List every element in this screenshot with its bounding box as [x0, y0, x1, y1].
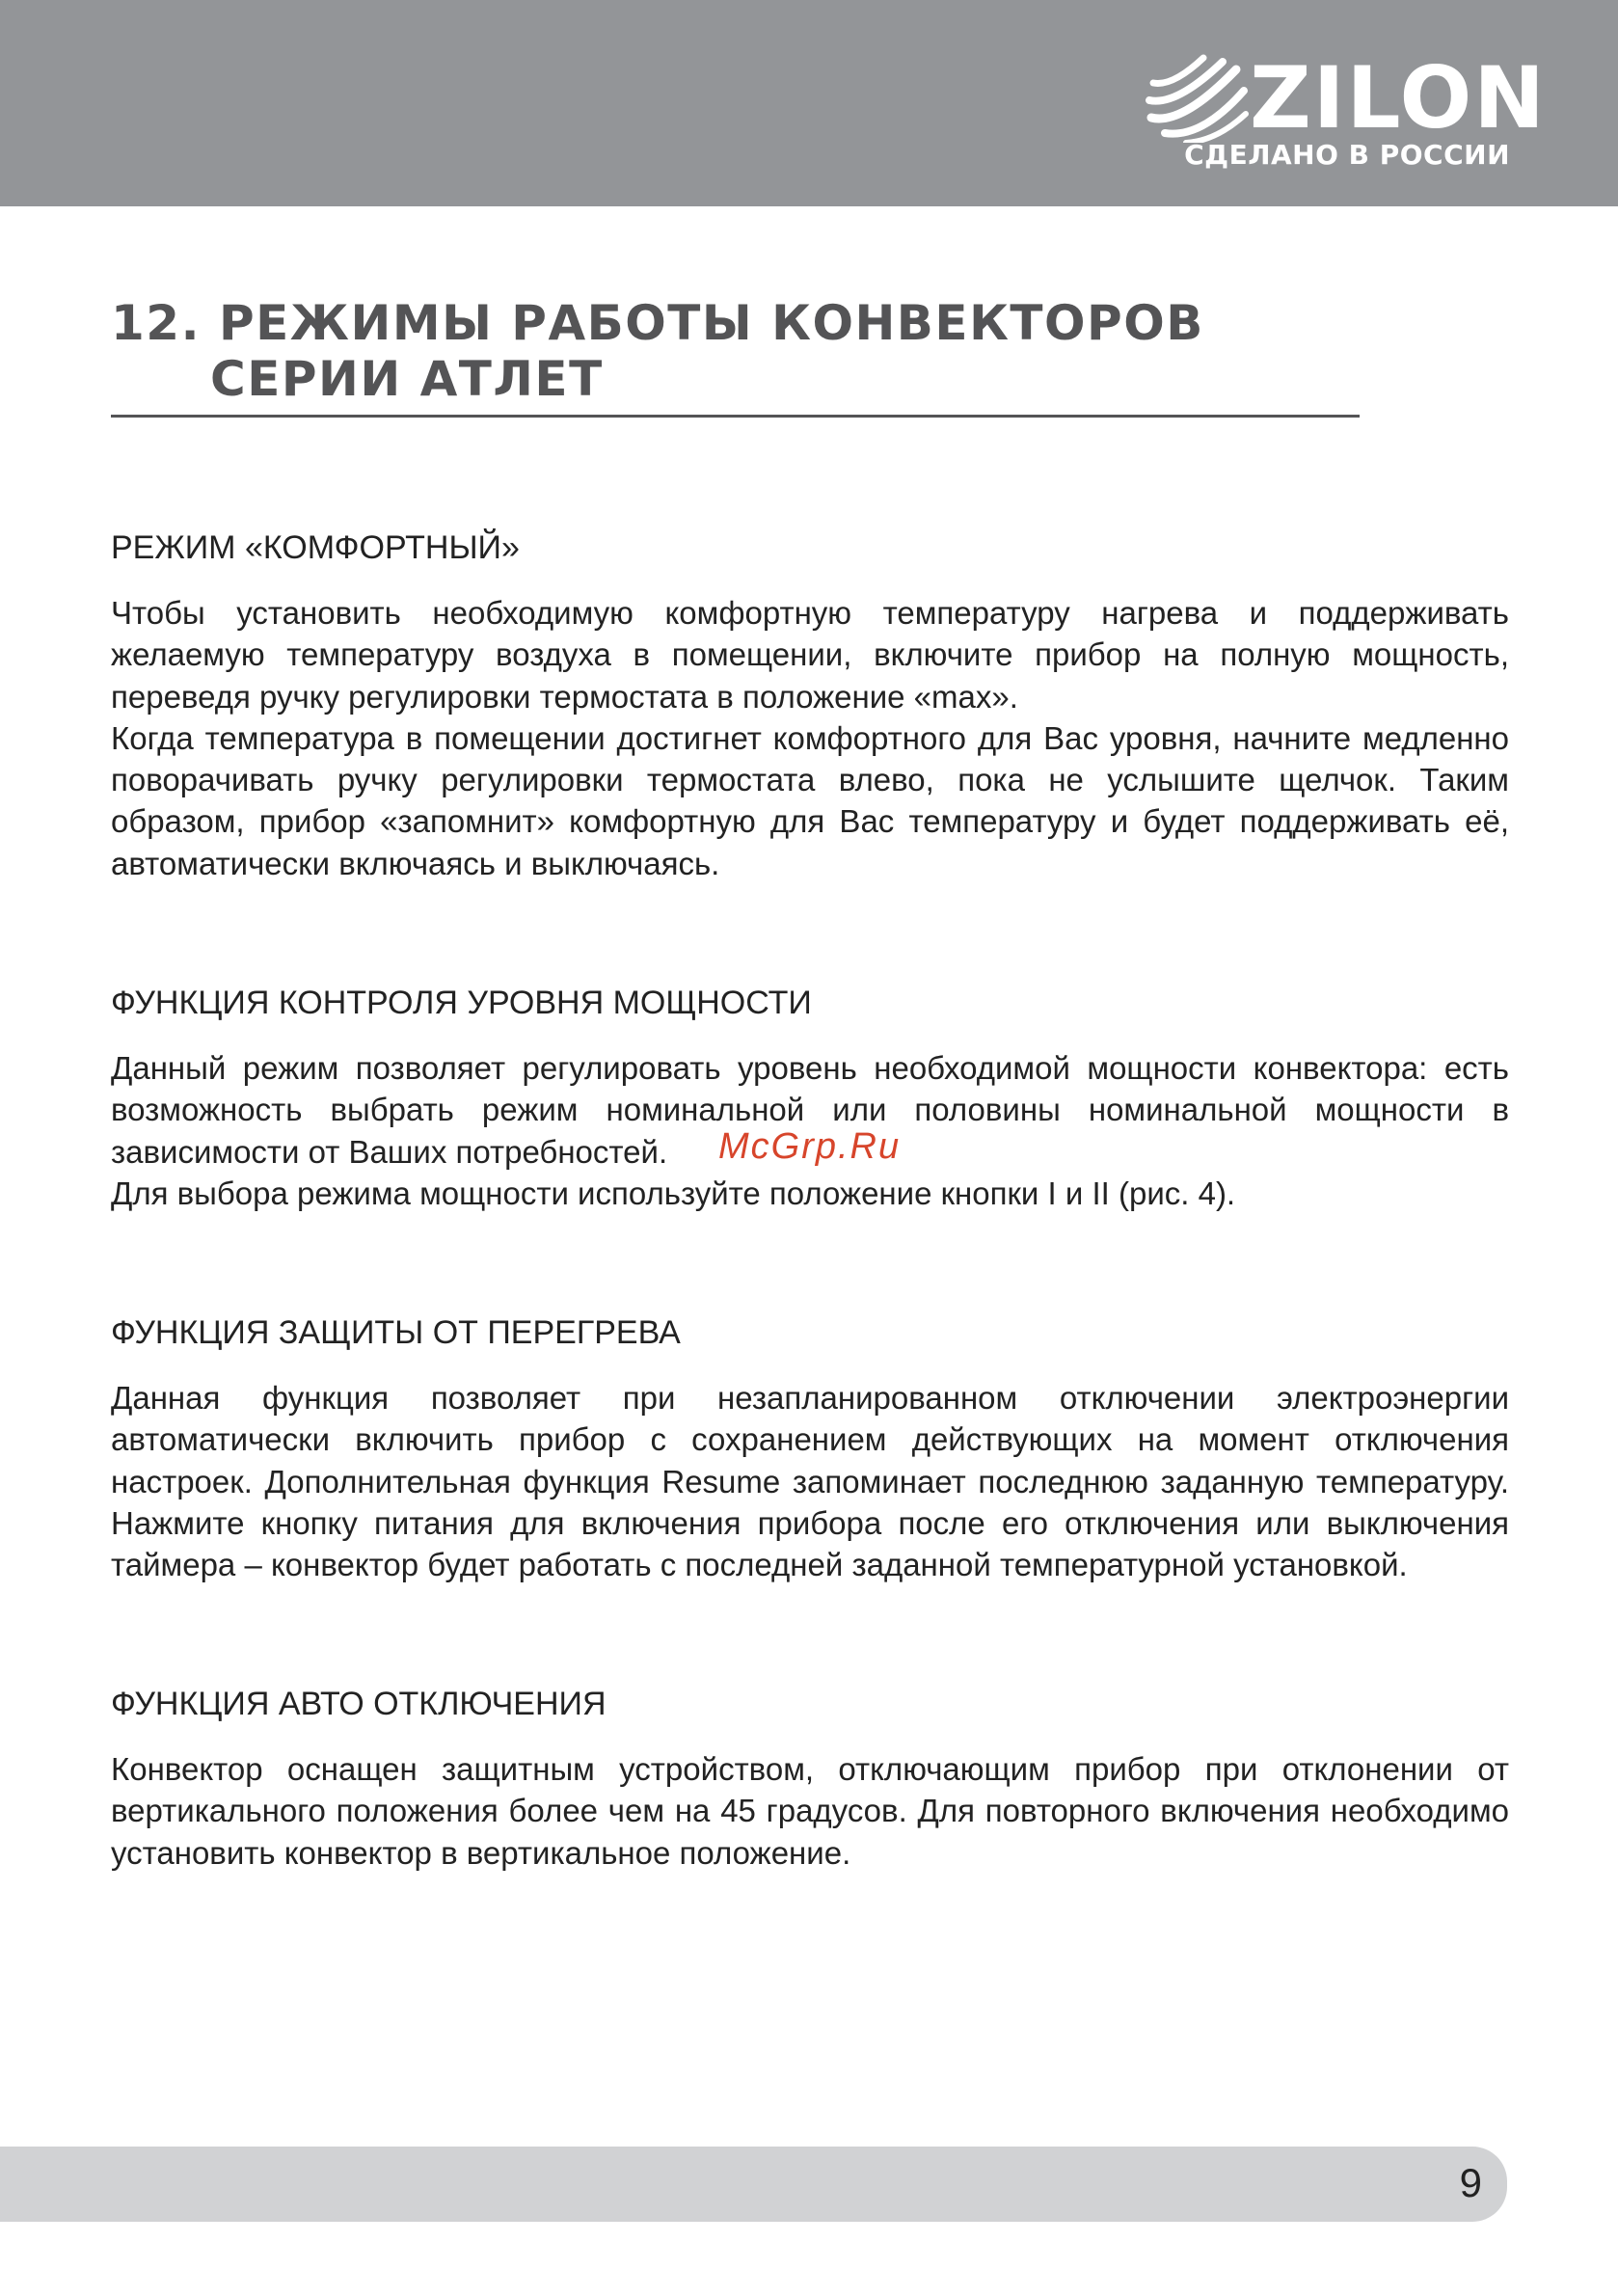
section-heading: РЕЖИМ «КОМФОРТНЫЙ» [111, 529, 520, 566]
section-comfort-mode [111, 527, 1509, 884]
watermark: McGrp.Ru [718, 1126, 902, 1167]
page-number: 9 [1459, 2160, 1482, 2205]
logo-swirl-icon [1144, 50, 1250, 143]
section-paragraph: Данный режим позволяет регулировать уровень необходимой мощности конвектора: есть возможность выбрать режим номинальной или половины номинальной мощности в зависимости от Ваших потребностей. [111, 1050, 1509, 1170]
section-auto-shutoff [111, 1683, 1509, 1874]
section-power-control [111, 982, 1509, 1214]
section-overheat-protection [111, 1311, 1509, 1585]
section-heading: ФУНКЦИЯ АВТО ОТКЛЮЧЕНИЯ [111, 1686, 607, 1722]
page-title-line-2: СЕРИИ АТЛЕТ [210, 351, 604, 407]
zilon-logo [1144, 48, 1547, 176]
section-paragraph: Для выбора режима мощности используйте положение кнопки I и II (рис. 4). [111, 1175, 1236, 1211]
brand-name: ZILON [1250, 48, 1547, 148]
section-paragraph: Чтобы установить необходимую комфортную температуру нагрева и поддерживать желаемую температуру воздуха в помещении, включите прибор на полную мощность, переведя ручку регулировки термостата в положение «max». [111, 595, 1509, 715]
section-paragraph: Данная функция позволяет при незапланированном отключении электроэнергии автоматически включить прибор с сохранением действующих на момент отключения настроек. Дополнительная функция Resume запоминает последнюю заданную температуру. Нажмите кнопку питания для включения прибора после его отключения или выключения таймера – конвектор будет работать с последней заданной температурной установкой. [111, 1380, 1509, 1583]
page-title-line-1: 12. РЕЖИМЫ РАБОТЫ КОНВЕКТОРОВ [111, 295, 1204, 351]
footer-band [0, 2147, 1507, 2222]
section-paragraph: Когда температура в помещении достигнет комфортного для Вас уровня, начните медленно поворачивать ручку регулировки термостата влево, пока не услышите щелчок. Таким образом, прибор «запомнит» комфортную для Вас температуру и будет поддерживать её, автоматически включаясь и выключаясь. [111, 719, 1509, 881]
section-heading: ФУНКЦИЯ КОНТРОЛЯ УРОВНЯ МОЩНОСТИ [111, 985, 812, 1021]
section-paragraph: Конвектор оснащен защитным устройством, отключающим прибор при отклонении от вертикального положения более чем на 45 градусов. Для повторного включения необходимо установить конвектор в вертикальное положение. [111, 1751, 1509, 1871]
header-band [0, 0, 1618, 206]
brand-tagline: СДЕЛАНО В РОССИИ [1184, 139, 1510, 171]
title-divider [111, 415, 1360, 418]
page-title [111, 295, 1364, 407]
section-heading: ФУНКЦИЯ ЗАЩИТЫ ОТ ПЕРЕГРЕВА [111, 1314, 681, 1351]
